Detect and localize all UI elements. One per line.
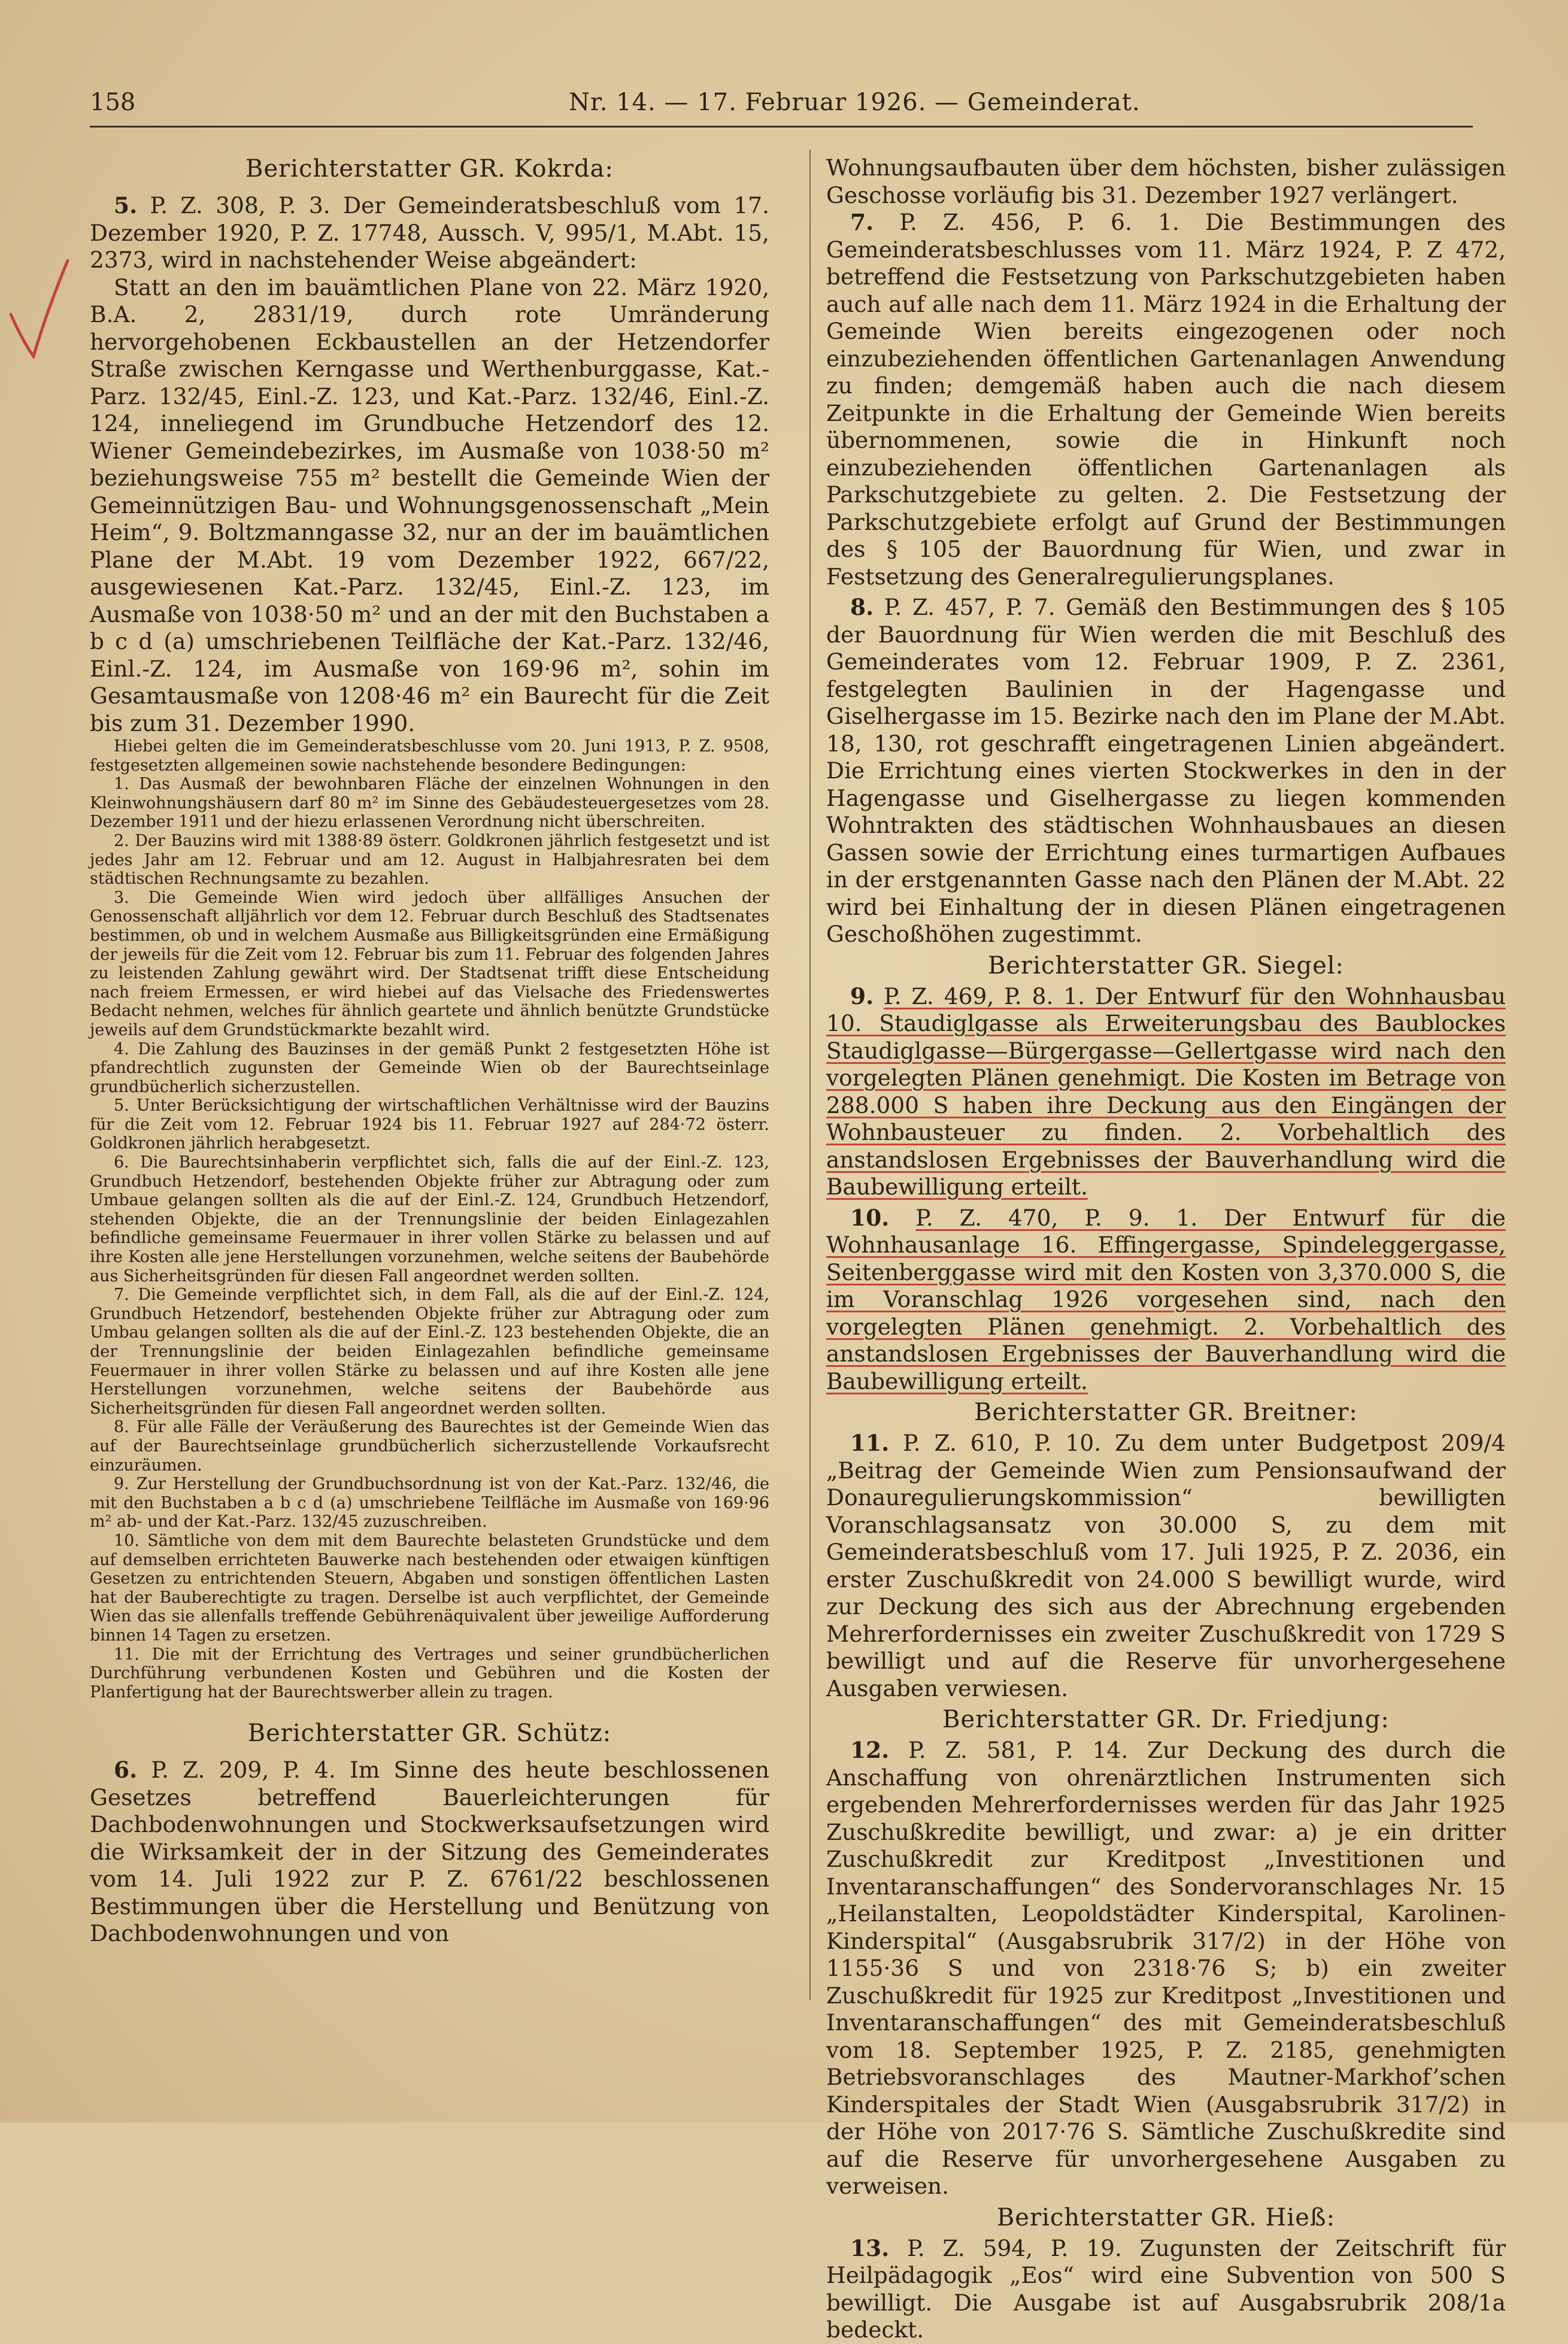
item-10 xyxy=(826,1205,1506,1396)
reporter-heading-siegel: Berichterstatter GR. Siegel: xyxy=(987,951,1345,980)
reporter-heading-schuetz: Berichterstatter GR. Schütz: xyxy=(247,1720,612,1748)
item-9-number: 9. xyxy=(850,983,874,1009)
left-column xyxy=(90,147,769,1948)
condition-5: 5. Unter Berücksichtigung der wirtschaftlichen Verhältnisse wird der Bauzins für die Zeit vom 12. Februar 1924 bis 11. Februar 1927 auf 284·72 österr. Goldkronen jährlich herabgesetzt. xyxy=(90,1096,769,1153)
condition-8: 8. Für alle Fälle der Veräußerung des Baurechtes ist der Gemeinde Wien das auf der Baurechtseinlage grundbücherlich sicherzustellende Vorkaufsrecht einzuräumen. xyxy=(90,1418,769,1475)
item-12-number: 12. xyxy=(850,1737,890,1763)
item-11-number: 11. xyxy=(850,1430,890,1456)
item-6-text: P. Z. 209, P. 4. Im Sinne des heute beschlossenen Gesetzes betreffend Bauerleichterungen für Dachbodenwohnungen und Stockwerksaufsetzungen wird die Wirksamkeit der in der Sitzung des Gemeinderates vom 14. Juli 1922 zur P. Z. 6761/22 beschlossenen Bestimmungen über die Herstellung und Benützung von Dachbodenwohnungen und von xyxy=(90,1757,770,1947)
condition-2: 2. Der Bauzins wird mit 1388·89 österr. Goldkronen jährlich festgesetzt und ist jedes Jahr am 12. Februar und am 12. August in Halbjahresraten bei dem städtischen Rechnungsamte zu bezahlen. xyxy=(90,831,769,889)
item-8 xyxy=(826,594,1506,948)
condition-4: 4. Die Zahlung des Bauzinses in der gemäß Punkt 2 festgesetzten Höhe ist pfandrechtlich zugunsten der Gemeinde Wien ob der Baurechtseinlage grundbücherlich sicherzustellen. xyxy=(90,1039,769,1096)
page-header xyxy=(90,71,1473,125)
item-8-text: P. Z. 457, P. 7. Gemäß den Bestimmungen des § 105 der Bauordnung für Wien werden die mit Beschluß des Gemeinderates vom 12. Februar 1909, P. Z. 2361, festgelegten Baulinien in der Hagengasse und Giselhergasse im 15. Bezirke nach den im Plane der M.Abt. 18, 130, rot geschrafft eingetragenen Linien abgeändert. Die Errichtung eines vierten Stockwerkes in den in der Hagengasse und Giselhergasse zu liegen kommenden Wohntrakten des städtischen Wohnhausbaues an diesen Gassen sowie der Errichtung eines turmartigen Aufbaues in der erstgenannten Gasse nach den Plänen der M.Abt. 22 wird bei Einhaltung der in diesen Plänen eingetragenen Geschoßhöhen zugestimmt. xyxy=(826,594,1506,947)
reporter-heading-kokrda: Berichterstatter GR. Kokrda: xyxy=(245,155,614,183)
item-5-lead-text: P. Z. 308, P. 3. Der Gemeinderatsbeschluß vom 17. Dezember 1920, P. Z. 17748, Aussch. V, 995/1, M.Abt. 15, 2373, wird in nachstehender Weise abgeändert: xyxy=(90,192,769,273)
item-11-text: P. Z. 610, P. 10. Zu dem unter Budgetpost 209/4 „Beitrag der Gemeinde Wien zum Pensionsaufwand der Donauregulierungskommission“ bewilligten Voranschlagsansatz von 30.000 S, zu dem mit Gemeinderatsbeschluß vom 17. Juli 1925, P. Z. 2036, ein erster Zuschußkredit von 24.000 S bewilligt wurde, wird zur Deckung des sich aus der Abrechnung ergebenden Mehrerfordernisses ein zweiter Zuschußkredit von 1729 S bewilligt und auf die Reserve für unvorhergesehene Ausgaben verwiesen. xyxy=(826,1430,1506,1702)
reporter-heading-friedjung: Berichterstatter GR. Dr. Friedjung: xyxy=(942,1706,1390,1733)
reporter-heading-breitner: Berichterstatter GR. Breitner: xyxy=(974,1399,1358,1426)
right-column xyxy=(826,154,1506,2344)
item-13-text: P. Z. 594, P. 19. Zugunsten der Zeitschrift für Heilpädagogik „Eos“ wird eine Subvention von 500 S bewilligt. Die Ausgabe ist auf Ausgabsrubrik 208/1a bedeckt. xyxy=(826,2234,1506,2343)
item-12-text: P. Z. 581, P. 14. Zur Deckung des durch die Anschaffung von ohrenärztlichen Instrumenten sich ergebenden Mehrerfordernisses werden für das Jahr 1925 Zuschußkredite bewilligt, und zwar: a) je ein dritter Zuschußkredit zur Kreditpost „Investitionen und Inventaranschaffungen“ des Sondervoranschlages Nr. 15 „Heilanstalten, Leopoldstädter Kinderspital, Karolinen-Kinderspital“ (Ausgabsrubrik 317/2) in der Höhe von 1155·36 S und von 2318·76 S; b) ein zweiter Zuschußkredit für 1925 zur Kreditpost „Investitionen und Inventaranschaffungen“ des mit Gemeinderatsbeschluß vom 18. September 1925, P. Z. 2185, genehmigten Betriebsvoranschlages des Mautner-Markhof’schen Kinderspitales der Stadt Wien (Ausgabsrubrik 317/2) in der Höhe von 2017·76 S. Sämtliche Zuschußkredite sind auf die Reserve für unvorhergesehene Ausgaben zu verweisen. xyxy=(826,1737,1506,2199)
condition-1: 1. Das Ausmaß der bewohnbaren Fläche der einzelnen Wohnungen in den Kleinwohnungshäusern darf 80 m² im Sinne des Gebäudesteuergesetzes vom 28. Dezember 1911 und der hiezu erlassenen Verordnung nicht überschreiten. xyxy=(90,775,769,832)
item-6 xyxy=(90,1757,769,1948)
condition-3: 3. Die Gemeinde Wien wird jedoch über allfälliges Ansuchen der Genossenschaft alljährlich vor dem 12. Februar durch Beschluß des Stadtsenates bestimmen, ob und in welchem Ausmaße aus Billigkeitsgründen eine Ermäßigung der jeweils für die Zeit vom 12. Februar bis zum 11. Februar des folgenden Jahres zu leistenden Zahlung gewährt wird. Der Stadtsenat trifft diese Entscheidung nach freiem Ermessen, er wird hiebei auf das Vielsache des Friedenswertes Bedacht nehmen, welches für ähnlich geartete und ähnlich benützte Grundstücke jeweils auf dem Grundstückmarkte bezahlt wird. xyxy=(90,888,769,1039)
item-10-number: 10. xyxy=(850,1204,890,1231)
item-6-continuation: Wohnungsaufbauten über dem höchsten, bisher zulässigen Geschosse vorläufig bis 31. Dezember 1927 verlängert. xyxy=(826,154,1506,208)
item-10-text: P. Z. 470, P. 9. 1. Der Entwurf für die Wohnhausanlage 16. Effingergasse, Spindeleggergasse, Seitenberggasse wird mit den Kosten von 3,370.000 S, die im Voranschlag 1926 vorgesehen sind, nach den vorgelegten Plänen genehmigt. 2. Vorbehaltlich des anstandslosen Ergebnisses der Bauverhandlung wird die Baubewilligung erteilt. xyxy=(826,1204,1506,1394)
item-13 xyxy=(826,2235,1506,2344)
item-5-number: 5. xyxy=(114,192,138,219)
reporter-heading-hiess: Berichterstatter GR. Hieß: xyxy=(996,2203,1336,2231)
red-check-mark-icon xyxy=(5,257,71,359)
item-13-number: 13. xyxy=(850,2234,890,2261)
item-7-text: P. Z. 456, P. 6. 1. Die Bestimmungen des Gemeinderatsbeschlusses vom 11. März 1924, P. Z 472, betreffend die Festsetzung von Parkschutzgebieten haben auch auf alle nach dem 11. März 1924 in die Erhaltung der Gemeinde Wien bereits eingezogenen oder noch einzubeziehenden öffentlichen Gartenanlagen Anwendung zu finden; demgemäß haben auch die nach diesem Zeitpunkte in die Erhaltung der Gemeinde Wien bereits übernommenen, sowie die in Hinkunft noch einzubeziehenden öffentlichen Gartenanlagen als Parkschutzgebiete zu gelten. 2. Die Festsetzung der Parkschutzgebiete erfolgt auf Grund der Bestimmungen des § 105 der Bauordnung für Wien, und zwar in Festsetzung des Generalregulierungsplanes. xyxy=(826,209,1506,590)
item-12 xyxy=(826,1737,1506,2200)
item-8-number: 8. xyxy=(850,594,874,620)
condition-9: 9. Zur Herstellung der Grundbuchsordnung ist von der Kat.-Parz. 132/46, die mit den Buchstaben a b c d (a) umschriebene Teilfläche im Ausmaße von 169·96 m² ab- und der Kat.-Parz. 132/45 zuzuschreiben. xyxy=(90,1475,769,1532)
item-11 xyxy=(826,1430,1506,1702)
column-divider xyxy=(809,150,811,2000)
item-5-text: Statt an den im bauämtlichen Plane von 22. März 1920, B.A. 2, 2831/19, durch rote Umränderung hervorgehobenen Eckbaustellen an der Hetzendorfer Straße zwischen Kerngasse und Werthenburggasse, Kat.-Parz. 132/45, Einl.-Z. 123, und Kat.-Parz. 132/46, Einl.-Z. 124, inneliegend im Grundbuche Hetzendorf des 12. Wiener Gemeindebezirkes, im Ausmaße von 1038·50 m² beziehungsweise 755 m² bestellt die Gemeinde Wien der Gemeinnützigen Bau- und Wohnungsgenossenschaft „Mein Heim“, 9. Boltzmanngasse 32, nur an der im bauämtlichen Plane der M.Abt. 19 vom Dezember 1922, 667/22, ausgewiesenen Kat.-Parz. 132/45, Einl.-Z. 123, im Ausmaße von 1038·50 m² und an der mit den Buchstaben a b c d (a) umschriebenen Teilfläche der Kat.-Parz. 132/46, Einl.-Z. 124, im Ausmaße von 169·96 m², sohin im Gesamtausmaße von 1208·46 m² ein Baurecht für die Zeit bis zum 31. Dezember 1990. xyxy=(90,274,769,736)
item-9-text: P. Z. 469, P. 8. 1. Der Entwurf für den Wohnhausbau 10. Staudiglgasse als Erweiterungsbau des Baublockes Staudiglgasse—Bürgergasse—Gellertgasse wird nach den vorgelegten Plänen genehmigt. Die Kosten im Betrage von 288.000 S haben ihre Deckung aus den Eingängen der Wohnbausteuer zu finden. 2. Vorbehaltlich des anstandslosen Ergebnisses der Bauverhandlung wird die Baubewilligung erteilt. xyxy=(826,983,1506,1200)
item-7 xyxy=(826,209,1506,590)
header-rule xyxy=(90,126,1473,128)
item-5-lead xyxy=(90,192,769,274)
condition-10: 10. Sämtliche von dem mit dem Baurechte belasteten Grundstücke und dem auf demselben errichteten Bauwerke nach bestehenden oder etwaigen künftigen Gesetzen zu entrichtenden Steuern, Abgaben und sonstigen öffentlichen Lasten hat der Bauberechtigte zu tragen. Derselbe ist auch verpflichtet, der Gemeinde Wien das sie allenfalls treffende Gebührenäquivalent über jeweilige Aufforderung binnen 14 Tagen zu ersetzen. xyxy=(90,1531,769,1645)
condition-7: 7. Die Gemeinde verpflichtet sich, in dem Fall, als die auf der Einl.-Z. 124, Grundbuch Hetzendorf, bestehenden Objekte früher zur Abtragung oder zum Umbau gelangen sollten als die auf der Einl.-Z. 123 bestehenden Objekte, die an der Trennungslinie der beiden Einlagezahlen befindliche gemeinsame Feuermauer in ihrer vollen Stärke zu belassen und auf ihre Kosten alle jene Herstellungen vorzunehmen, welche seitens der Baubehörde aus Sicherheitsgründen für diesen Fall angeordnet werden sollten. xyxy=(90,1285,769,1418)
conditions-intro: Hiebei gelten die im Gemeinderatsbeschlusse vom 20. Juni 1913, P. Z. 9508, festgesetzten allgemeinen sowie nachstehende besondere Bedingungen: xyxy=(90,737,769,775)
item-6-number: 6. xyxy=(114,1757,138,1784)
condition-6: 6. Die Baurechtsinhaberin verpflichtet sich, falls die auf der Einl.-Z. 123, Grundbuch Hetzendorf, bestehenden Objekte früher zur Abtragung oder zum Umbaue gelangen sollten als die auf der Einl.-Z. 124, Grundbuch Hetzendorf, stehenden Objekte, die an der Trennungslinie der beiden Einlagezahlen befindliche gemeinsame Feuermauer in ihrer vollen Stärke zu belassen und auf ihre Kosten alle jene Herstellungen vorzunehmen, welche seitens der Baubehörde aus Sicherheitsgründen für diesen Fall angeordnet werden sollten. xyxy=(90,1153,769,1285)
item-9 xyxy=(826,983,1506,1201)
condition-11: 11. Die mit der Errichtung des Vertrages und seiner grundbücherlichen Durchführung verbundenen Kosten und Gebühren und die Kosten der Planfertigung hat der Baurechtswerber allein zu tragen. xyxy=(90,1645,769,1702)
item-7-number: 7. xyxy=(850,209,874,235)
running-title: Nr. 14. — 17. Februar 1926. — Gemeinderat. xyxy=(569,89,1141,116)
page-number: 158 xyxy=(90,89,136,116)
